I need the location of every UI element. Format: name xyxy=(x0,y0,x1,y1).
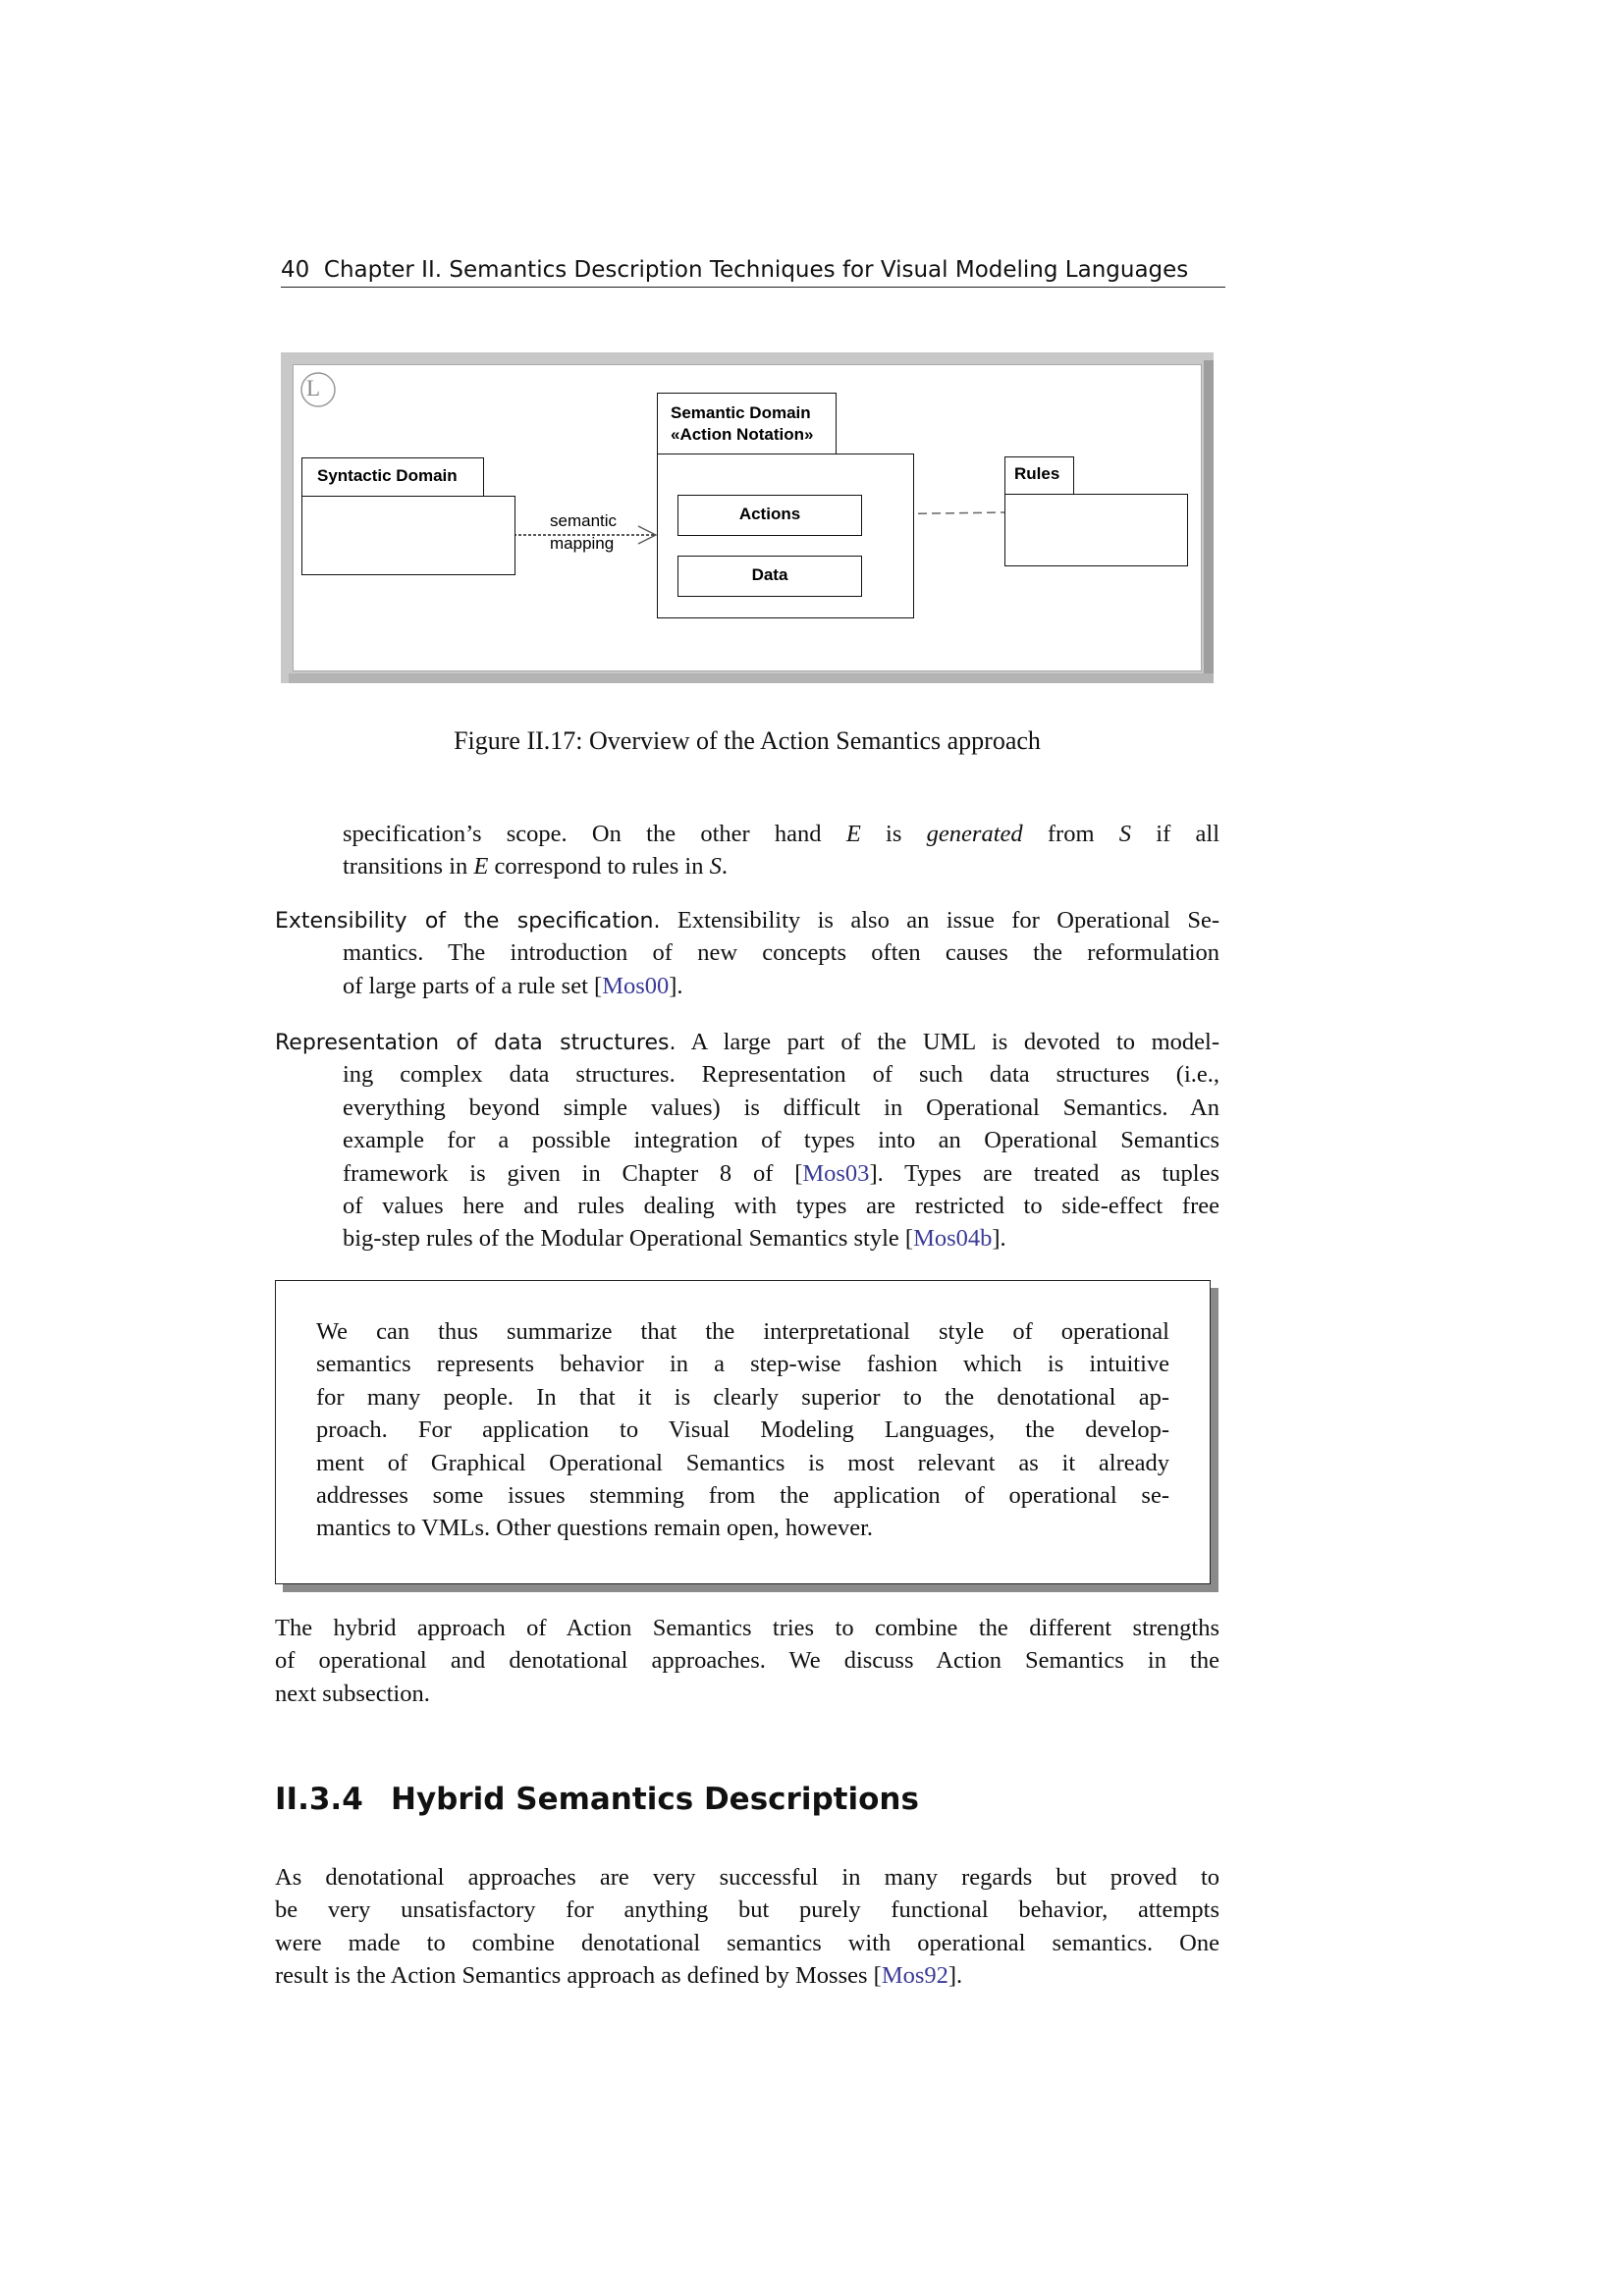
text-run: ]. xyxy=(669,972,683,999)
emphasis: generated xyxy=(926,821,1023,847)
text-run: ]. xyxy=(992,1225,1006,1253)
rules-label: Rules xyxy=(1014,464,1060,483)
text-run: from xyxy=(1022,821,1119,847)
text-line xyxy=(275,1895,1219,1926)
figure-caption: Figure II.17: Overview of the Action Semantics approach xyxy=(454,726,1041,755)
text-line xyxy=(275,1928,1219,1959)
section-number: II.3.4 xyxy=(275,1782,363,1817)
syntactic-domain-label: Syntactic Domain xyxy=(317,466,458,485)
page-number: 40 xyxy=(281,257,310,283)
text-run: for many people. In that it is clearly superior to the denotational ap- xyxy=(316,1383,1169,1411)
text-line xyxy=(275,1645,1219,1677)
syntactic-domain-tab xyxy=(301,457,484,498)
text-line xyxy=(343,819,1219,850)
rules-package xyxy=(1004,494,1188,566)
text-run: of operational and denotational approaches. We discuss Action Semantics in the xyxy=(275,1647,1219,1675)
running-title: Chapter II. Semantics Description Techniques for Visual Modeling Languages xyxy=(323,257,1189,283)
text-line xyxy=(316,1448,1169,1479)
data-box xyxy=(677,556,862,597)
citation-link[interactable]: Mos92 xyxy=(881,1962,948,1990)
text-run: semantics represents behavior in a step-wise fashion which is intuitive xyxy=(316,1351,1169,1378)
text-run: be very unsatisfactory for anything but purely functional behavior, attempts xyxy=(275,1896,1219,1924)
citation-link[interactable]: Mos04b xyxy=(913,1225,993,1253)
text-run: specification’s scope. On the other hand xyxy=(343,821,846,847)
text-run: of large parts of a rule set [ xyxy=(343,972,603,999)
text-line xyxy=(275,905,1219,936)
citation-link[interactable]: Mos00 xyxy=(602,972,670,999)
text-run: if all xyxy=(1131,821,1220,847)
text-run: mantics to VMLs. Other questions remain open, however. xyxy=(316,1515,874,1542)
text-line xyxy=(343,1093,1219,1124)
text-run: example for a possible integration of types into an Operational Semantics xyxy=(343,1127,1219,1154)
semantic-domain-stereotype: «Action Notation» xyxy=(671,425,814,444)
text-run: As denotational approaches are very successful in many regards but proved to xyxy=(275,1864,1219,1891)
text-line xyxy=(343,1191,1219,1222)
syntactic-domain-package xyxy=(301,496,515,575)
text-line xyxy=(316,1513,1169,1544)
section-title: Hybrid Semantics Descriptions xyxy=(391,1782,919,1817)
text-run: transitions in xyxy=(343,853,474,881)
text-line xyxy=(275,1027,1219,1058)
mapping-label-2: mapping xyxy=(550,534,615,553)
text-line xyxy=(275,1679,1219,1710)
text-line xyxy=(343,971,1219,1002)
text-line xyxy=(316,1316,1169,1348)
diagram-connectors xyxy=(0,0,1624,746)
corner-mark-letter: L xyxy=(306,376,321,400)
text-line xyxy=(343,1158,1219,1190)
text-run: result is the Action Semantics approach as defined by Mosses [ xyxy=(275,1962,882,1990)
text-line xyxy=(316,1415,1169,1446)
text-line xyxy=(316,1382,1169,1414)
math-symbol: S xyxy=(1118,821,1132,847)
actions-label: Actions xyxy=(738,505,801,523)
text-run: correspond to rules in xyxy=(488,853,710,881)
text-line xyxy=(343,1059,1219,1091)
semantic-domain-label: Semantic Domain xyxy=(671,403,811,422)
rules-tab xyxy=(1004,456,1074,496)
text-run: A large part of the UML is devoted to model- xyxy=(676,1029,1219,1055)
item-label: Representation of data structures. xyxy=(275,1031,677,1055)
text-run: is xyxy=(860,821,927,847)
text-run: The hybrid approach of Action Semantics tries to combine the different strengths xyxy=(275,1615,1219,1641)
text-run: everything beyond simple values) is difficult in Operational Semantics. An xyxy=(343,1094,1219,1121)
text-run: mantics. The introduction of new concepts often causes the reformulation xyxy=(343,939,1219,967)
text-line xyxy=(343,1223,1219,1255)
text-run: big-step rules of the Modular Operational Semantics style [ xyxy=(343,1225,914,1253)
text-run: next subsection. xyxy=(275,1680,430,1707)
semantic-domain-tab xyxy=(657,393,837,455)
text-line xyxy=(343,851,1219,882)
citation-link[interactable]: Mos03 xyxy=(802,1159,870,1187)
section-heading xyxy=(275,1782,919,1817)
text-run: ing complex data structures. Representation of such data structures (i.e., xyxy=(343,1061,1219,1089)
text-run: were made to combine denotational semantics with operational semantics. One xyxy=(275,1929,1219,1956)
text-run: framework is given in Chapter 8 of [ xyxy=(343,1159,803,1187)
data-label: Data xyxy=(751,565,788,584)
text-line xyxy=(316,1349,1169,1380)
text-line xyxy=(275,1960,1219,1992)
text-run: ment of Graphical Operational Semantics is most relevant as it already xyxy=(316,1449,1169,1476)
text-line xyxy=(275,1862,1219,1894)
text-line xyxy=(316,1480,1169,1512)
text-line xyxy=(275,1613,1219,1644)
text-run: ]. Types are treated as tuples xyxy=(869,1159,1219,1187)
math-symbol: S xyxy=(709,853,722,881)
text-run: of values here and rules dealing with types are restricted to side-effect free xyxy=(343,1193,1219,1219)
text-line xyxy=(343,937,1219,969)
item-label: Extensibility of the specification. xyxy=(275,909,661,934)
text-run: addresses some issues stemming from the application of operational se- xyxy=(316,1482,1169,1509)
text-run: . xyxy=(721,853,728,881)
text-run: ]. xyxy=(947,1962,963,1990)
math-symbol: E xyxy=(473,853,489,881)
actions-box xyxy=(677,495,862,536)
math-symbol: E xyxy=(845,821,861,847)
text-run: Extensibility is also an issue for Operational Se- xyxy=(660,907,1219,934)
text-run: proach. For application to Visual Modeling Languages, the develop- xyxy=(316,1416,1169,1444)
mapping-label-1: semantic xyxy=(550,511,618,530)
text-run: We can thus summarize that the interpretational style of operational xyxy=(316,1318,1169,1345)
text-line xyxy=(343,1125,1219,1156)
